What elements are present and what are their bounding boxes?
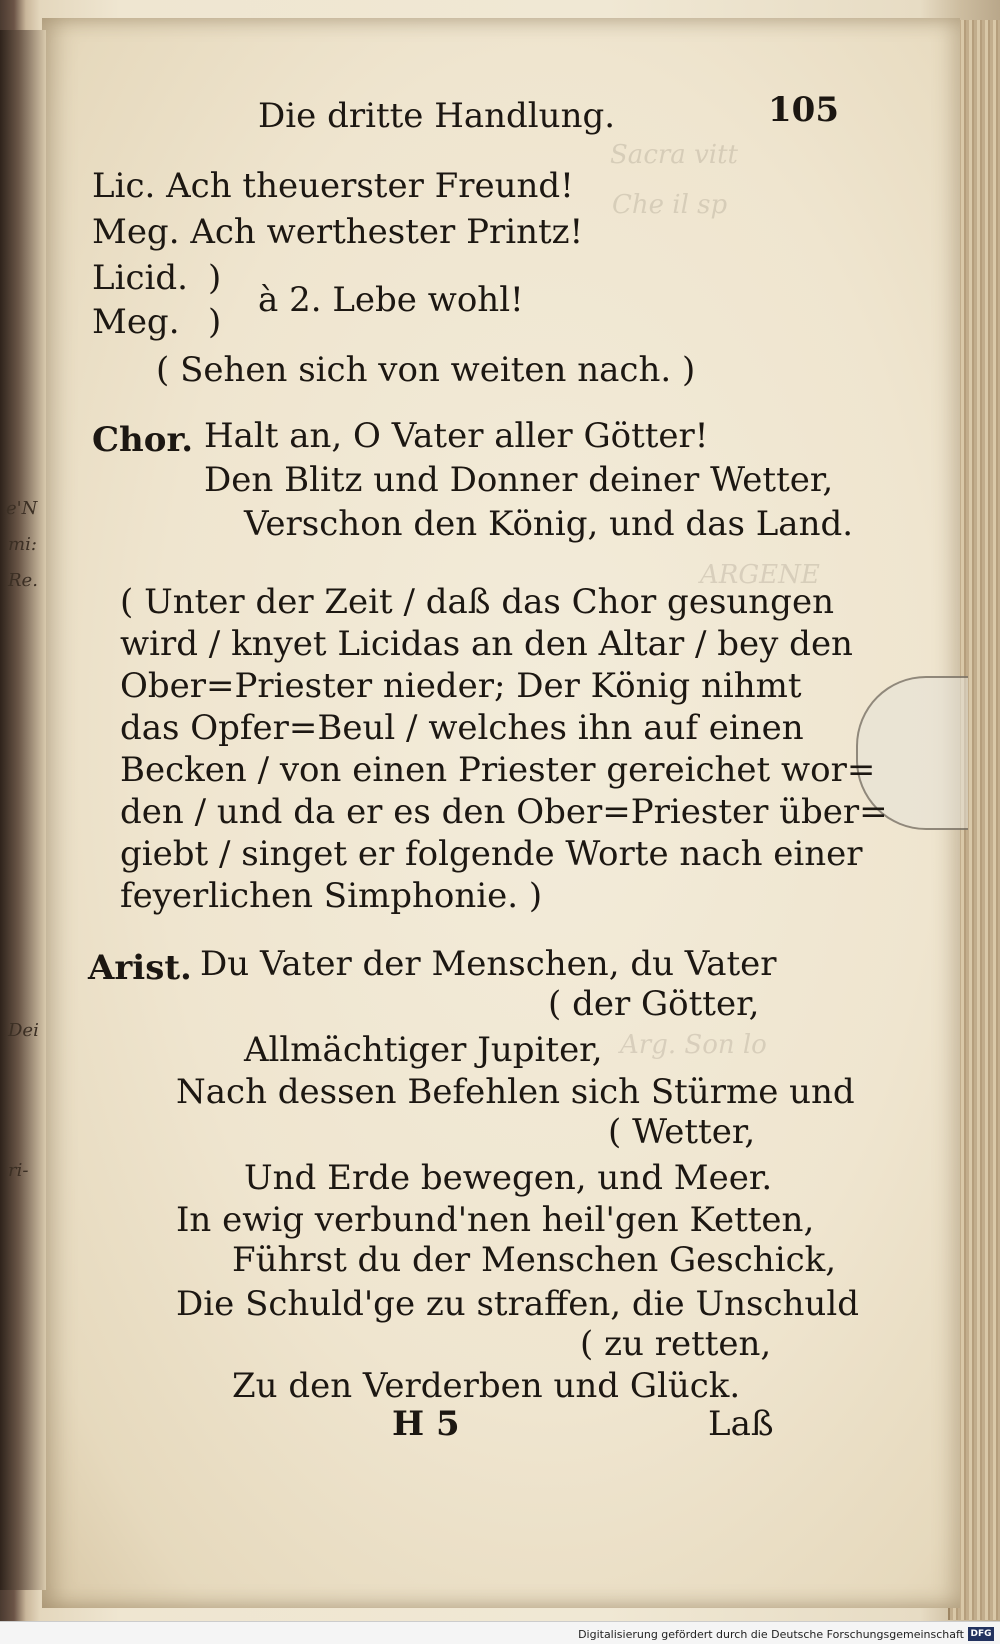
signature-mark: H 5 [392, 1404, 460, 1444]
facing-page-edge [0, 30, 46, 1590]
text-line: Zu den Verderben und Glück. [232, 1366, 741, 1406]
page-number: 105 [768, 90, 839, 130]
text-line: Du Vater der Menschen, du Vater [200, 944, 777, 984]
digitization-footer [0, 1621, 1000, 1644]
text-line: Und Erde bewegen, und Meer. [244, 1158, 773, 1198]
stage-direction-line: feyerlichen Simphonie. ) [120, 876, 543, 916]
margin-fragment: e'N [6, 498, 38, 519]
stage-direction: ( Sehen sich von weiten nach. ) [156, 350, 696, 390]
bleed-through-text: Arg. Son lo [620, 1030, 767, 1060]
text-line: Verschon den König, und das Land. [244, 504, 854, 544]
margin-fragment: ri- [8, 1160, 29, 1181]
brace-top: ) [208, 258, 222, 298]
text-line: Den Blitz und Donner deiner Wetter, [204, 460, 834, 500]
margin-fragment: Re. [8, 570, 38, 591]
stage-direction-line: das Opfer=Beul / welches ihn auf einen [120, 708, 804, 748]
text-line: ( der Götter, [548, 984, 760, 1024]
dfg-logo: DFG [968, 1627, 994, 1641]
speaker-label: Arist. [88, 948, 192, 988]
stage-direction-line: den / und da er es den Ober=Priester über= [120, 792, 888, 832]
margin-fragment: mi: [8, 534, 37, 555]
text-line: Meg. Ach werthester Printz! [92, 212, 584, 252]
speaker-label: Chor. [92, 420, 194, 460]
text-line: ( Wetter, [608, 1112, 756, 1152]
stage-direction-line: Ober=Priester nieder; Der König nihmt [120, 666, 802, 706]
speaker-label: Meg. [92, 302, 180, 342]
stage-direction-line: ( Unter der Zeit / daß das Chor gesungen [120, 582, 834, 622]
text-line: Nach dessen Befehlen sich Stürme und [176, 1072, 855, 1112]
bleed-through-text: ARGENE [700, 560, 820, 590]
text-line: Halt an, O Vater aller Götter! [204, 416, 709, 456]
text-line: Allmächtiger Jupiter, [244, 1030, 603, 1070]
text-line: à 2. Lebe wohl! [258, 280, 524, 320]
bleed-through-text: Che il sp [612, 190, 728, 220]
text-line: Die Schuld'ge zu straffen, die Unschuld [176, 1284, 859, 1324]
text-line: In ewig verbund'nen heil'gen Ketten, [176, 1200, 815, 1240]
stage-direction-line: wird / knyet Licidas an den Altar / bey den [120, 624, 853, 664]
brace-bottom: ) [208, 302, 222, 342]
text-line: Lic. Ach theuerster Freund! [92, 166, 574, 206]
bleed-through-text: Sacra vitt [610, 140, 738, 170]
running-title: Die dritte Handlung. [258, 96, 616, 136]
stage-direction-line: Becken / von einen Priester gereichet wor= [120, 750, 876, 790]
text-line: ( zu retten, [580, 1324, 772, 1364]
stage-direction-line: giebt / singet er folgende Worte nach einer [120, 834, 863, 874]
text-line: Führst du der Menschen Geschick, [232, 1240, 837, 1280]
speaker-label: Licid. [92, 258, 188, 298]
margin-fragment: Dei [8, 1020, 39, 1041]
catchword: Laß [708, 1404, 774, 1444]
funding-notice: Digitalisierung gefördert durch die Deutsche Forschungsgemeinschaft [578, 1628, 964, 1641]
